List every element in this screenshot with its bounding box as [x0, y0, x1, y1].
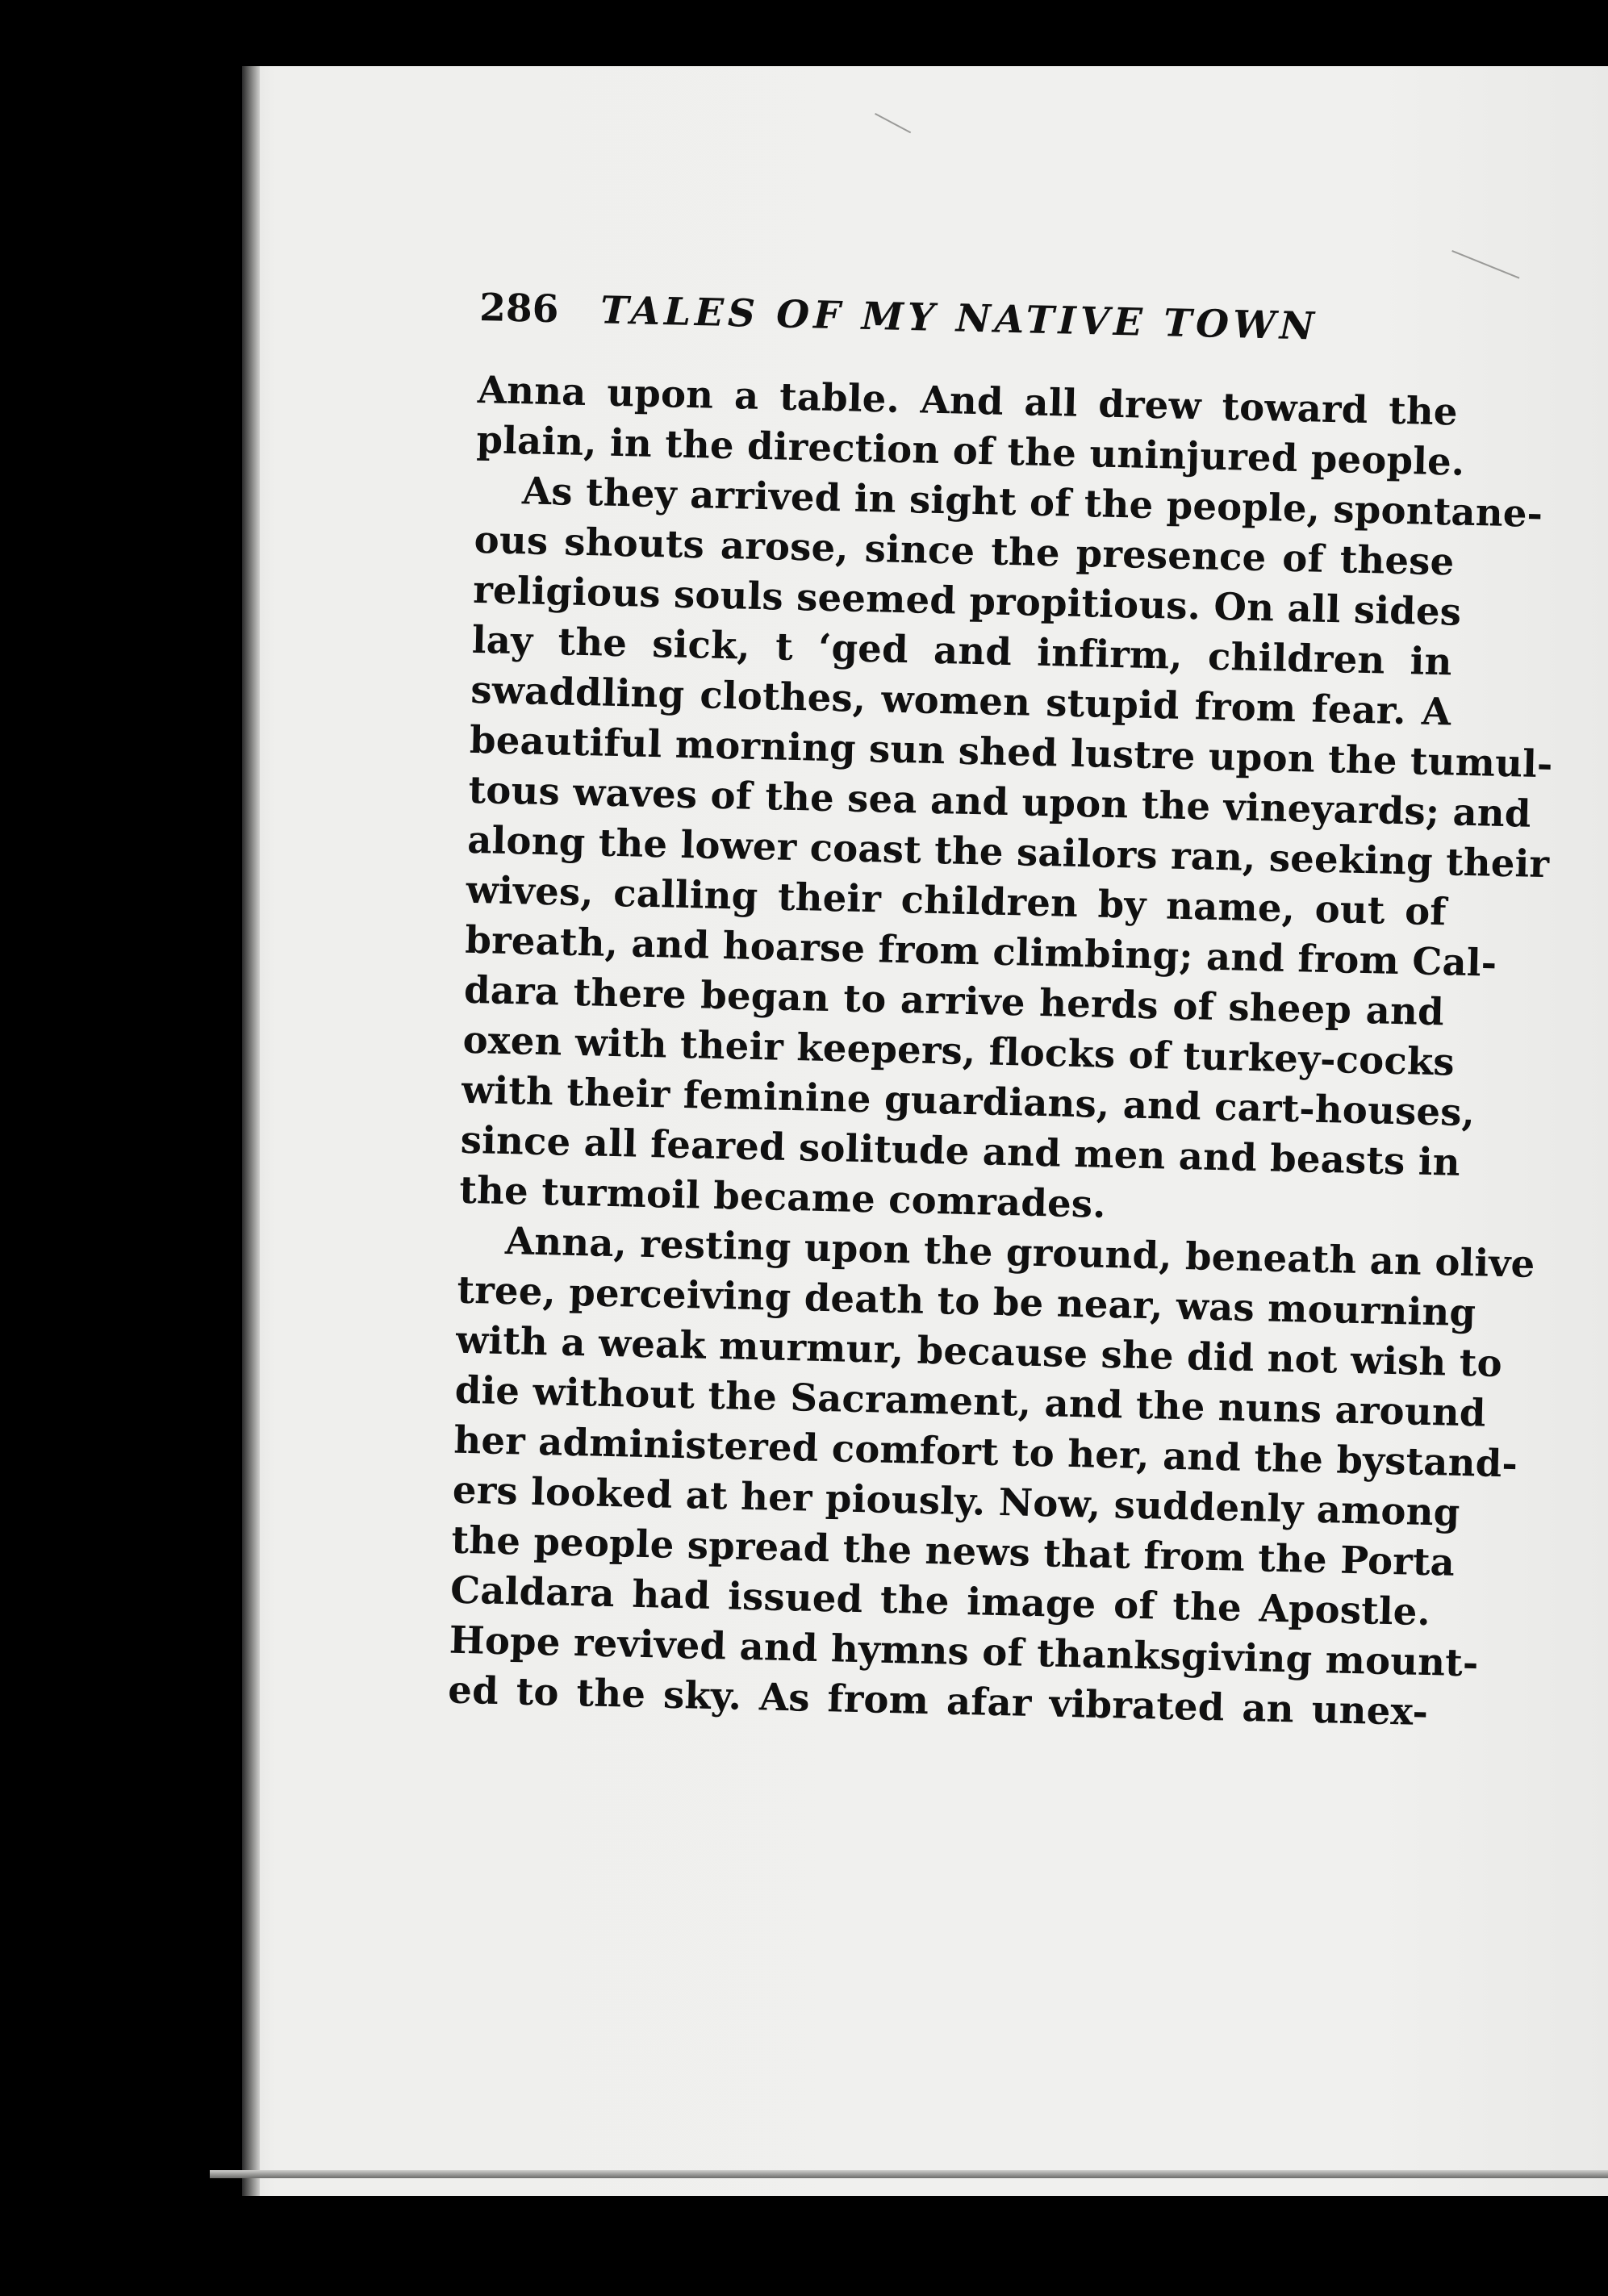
text-line: the turmoil became comrades.: [458, 1167, 1107, 1226]
text-line: ed to the sky. As from afar vibrated an unex-: [447, 1667, 1429, 1735]
text-line: beautiful morning sun shed lustre upon the tumul-: [469, 716, 1554, 787]
text-line: plain, in the direction of the uninjured people.: [475, 416, 1465, 484]
page-text-block: [447, 282, 1554, 1737]
text-line: dara there began to arrive herds of sheep and: [463, 966, 1445, 1034]
text-line: As they arrived in sight of the people, spontane-: [521, 468, 1543, 536]
text-line: religious souls seemed propitious. On all sides: [472, 566, 1462, 634]
text-line: with their feminine guardians, and cart-houses,: [461, 1067, 1476, 1135]
text-line: ous shouts arose, since the presence of these: [474, 516, 1456, 584]
text-line: oxen with their keepers, flocks of turkey-cocks: [462, 1017, 1456, 1084]
text-line: along the lower coast the sailors ran, seeking their: [466, 816, 1550, 887]
text-line: wives, calling their children by name, out of: [466, 866, 1447, 934]
page-binding-edge: [242, 66, 260, 2196]
text-line: ers looked at her piously. Now, suddenly among: [452, 1467, 1461, 1534]
text-line: Caldara had issued the image of the Apostle.: [449, 1567, 1431, 1634]
text-line: Anna upon a table. And all drew toward the: [477, 366, 1459, 434]
text-line: breath, and hoarse from climbing; and from Cal-: [464, 916, 1497, 985]
text-line: tree, perceiving death to be near, was mourning: [457, 1267, 1476, 1335]
page-number: 286: [478, 285, 559, 332]
text-line: Anna, resting upon the ground, beneath an olive: [504, 1218, 1535, 1286]
text-line: Hope revived and hymns of thanksgiving mount-: [449, 1617, 1480, 1685]
page-bottom-edge: [210, 2170, 1608, 2178]
body-text: [447, 365, 1554, 1737]
text-line: with a weak murmur, because she did not wish to: [455, 1317, 1503, 1386]
running-title: TALES OF MY NATIVE TOWN: [599, 288, 1319, 349]
text-line: since all feared solitude and men and beasts in: [460, 1117, 1461, 1184]
text-line: lay the sick, t ‘ged and infirm, children in: [471, 616, 1453, 684]
text-line: the people spread the news that from the Porta: [451, 1517, 1456, 1584]
text-line: die without the Sacrament, and the nuns around: [454, 1367, 1487, 1435]
text-line: her administered comfort to her, and the bystand-: [453, 1417, 1518, 1486]
text-line: tous waves of the sea and upon the vineyards; and: [468, 766, 1532, 836]
text-line: swaddling clothes, women stupid from fear. A: [470, 666, 1451, 734]
